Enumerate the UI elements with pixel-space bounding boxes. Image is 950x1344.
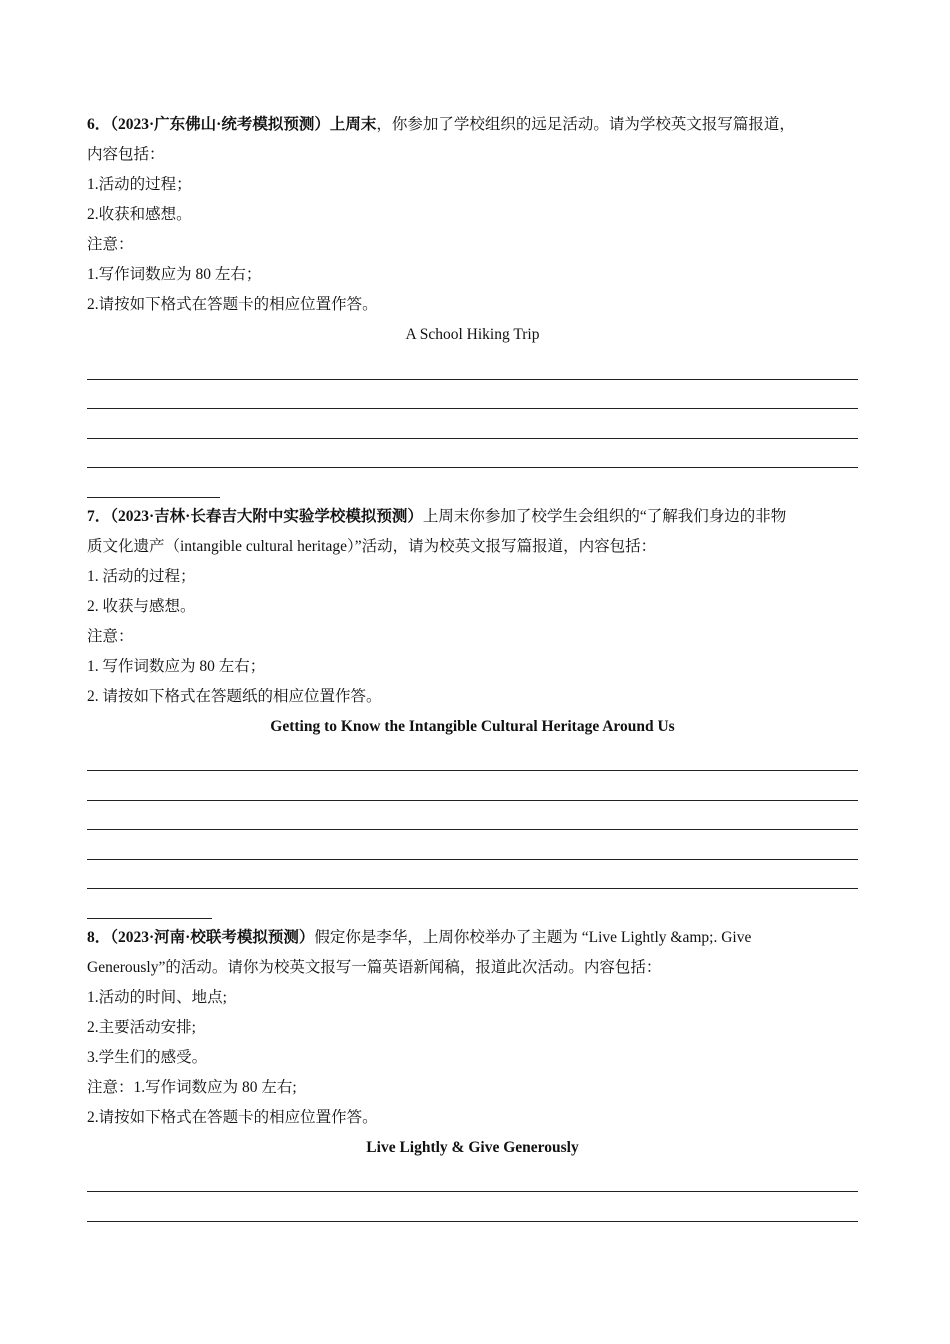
question-7 bbox=[87, 502, 858, 919]
question-6-source: （2023·广东佛山·统考模拟预测）上周末 bbox=[110, 116, 377, 133]
question-6-prompt-line2: 内容包括： bbox=[87, 146, 165, 163]
question-6-item: 1.写作词数应为 80 左右； bbox=[87, 266, 262, 283]
question-7-item: 1. 活动的过程； bbox=[87, 567, 196, 585]
question-8-item: 2.请按如下格式在答题卡的相应位置作答。 bbox=[87, 1108, 378, 1126]
question-6-note-label: 注意： bbox=[87, 236, 134, 253]
question-7-essay-title: Getting to Know the Intangible Cultural Heritage Around Us bbox=[270, 717, 675, 735]
question-8-prompt bbox=[87, 923, 858, 953]
question-8-item: 3.学生们的感受。 bbox=[87, 1048, 208, 1066]
question-8-essay-title: Live Lightly & Give Generously bbox=[366, 1138, 579, 1156]
question-8-note: 注意：1.写作词数应为 80 左右; bbox=[87, 1078, 297, 1096]
question-7-source: （2023·吉林·长春吉大附中实验学校模拟预测） bbox=[110, 507, 423, 525]
answer-line-short bbox=[87, 468, 220, 498]
answer-line bbox=[87, 380, 858, 410]
question-6-number: 6． bbox=[87, 116, 111, 133]
question-7-prompt-text: 上周末你参加了校学生会组织的“了解我们身边的非物 bbox=[422, 507, 787, 525]
answer-line bbox=[87, 742, 858, 772]
question-6-prompt-text: ，你参加了学校组织的远足活动。请为学校英文报写篇报道， bbox=[376, 116, 795, 133]
question-6-essay-title: A School Hiking Trip bbox=[405, 326, 540, 343]
question-7-prompt bbox=[87, 502, 858, 532]
question-6-item: 2.请按如下格式在答题卡的相应位置作答。 bbox=[87, 296, 378, 313]
answer-line bbox=[87, 860, 858, 890]
question-7-number: 7． bbox=[87, 507, 111, 525]
answer-line bbox=[87, 350, 858, 380]
question-7-prompt-line2: 质文化遗产（intangible cultural heritage）”活动，请为校英文报写篇报道，内容包括： bbox=[87, 537, 657, 555]
answer-line bbox=[87, 771, 858, 801]
question-8-item: 2.主要活动安排; bbox=[87, 1018, 196, 1036]
question-8-prompt-text: 假定你是李华，上周你校举办了主题为 “Live Lightly &amp;. Give bbox=[314, 928, 752, 946]
question-6-item: 2.收获和感想。 bbox=[87, 206, 192, 223]
question-8-prompt-line2: Generously”的活动。请你为校英文报写一篇英语新闻稿，报道此次活动。内容包括： bbox=[87, 958, 662, 976]
answer-line-short bbox=[87, 889, 212, 919]
answer-line bbox=[87, 1192, 858, 1222]
answer-line bbox=[87, 830, 858, 860]
question-6-prompt bbox=[87, 110, 858, 140]
question-7-item: 1. 写作词数应为 80 左右； bbox=[87, 657, 266, 675]
question-7-item: 2. 收获与感想。 bbox=[87, 597, 196, 615]
question-7-item: 2. 请按如下格式在答题纸的相应位置作答。 bbox=[87, 687, 382, 705]
answer-line bbox=[87, 801, 858, 831]
answer-line bbox=[87, 1163, 858, 1193]
question-8-source: （2023·河南·校联考模拟预测） bbox=[110, 928, 315, 946]
question-8 bbox=[87, 923, 858, 1222]
worksheet-page bbox=[87, 110, 858, 1222]
question-7-note-label: 注意： bbox=[87, 627, 134, 645]
answer-line bbox=[87, 439, 858, 469]
question-6-item: 1.活动的过程； bbox=[87, 176, 192, 193]
question-6 bbox=[87, 110, 858, 498]
question-8-number: 8． bbox=[87, 928, 111, 946]
answer-line bbox=[87, 409, 858, 439]
question-8-item: 1.活动的时间、地点; bbox=[87, 988, 227, 1006]
